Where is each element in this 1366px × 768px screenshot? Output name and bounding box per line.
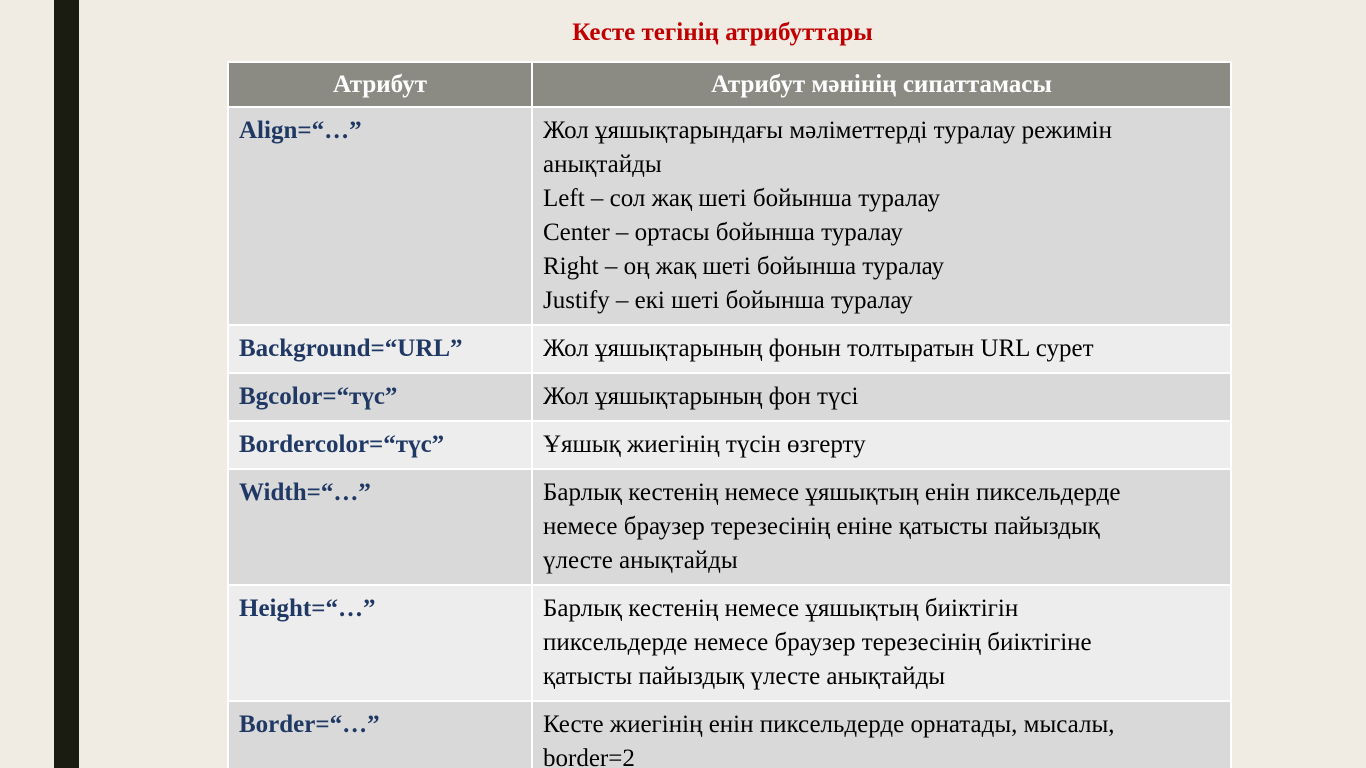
table-row-align (228, 107, 1231, 325)
attr-name: Bgcolor=“түс” (228, 373, 532, 421)
desc-line: Left – сол жақ шеті бойынша туралау (543, 185, 940, 212)
desc-line: пиксельдерде немесе браузер терезесінің биіктігіне (543, 629, 1092, 656)
attr-name: Border=“…” (228, 701, 532, 768)
desc-line: Кесте жиегінің енін пиксельдерде орнатады, мысалы, (543, 711, 1115, 738)
table-row-background (228, 325, 1231, 373)
attr-description (532, 469, 1231, 585)
slide-side-bar (54, 0, 79, 768)
attr-description (532, 373, 1231, 421)
attr-name: Bordercolor=“түс” (228, 421, 532, 469)
table-row-border (228, 701, 1231, 768)
header-description: Атрибут мәнінің сипаттамасы (532, 62, 1231, 107)
attr-name: Background=“URL” (228, 325, 532, 373)
desc-line: Жол ұяшықтарындағы мәліметтерді туралау режимін (543, 117, 1112, 144)
desc-line: Барлық кестенің немесе ұяшықтың биіктігін (543, 595, 1019, 622)
desc-line: Right – оң жақ шеті бойынша туралау (543, 253, 945, 280)
desc-line: анықтайды (543, 151, 662, 178)
attr-name: Height=“…” (228, 585, 532, 701)
slide-title: Кесте тегінің атрибуттары (572, 19, 873, 46)
desc-line: Жол ұяшықтарының фонын толтыратын URL сурет (543, 335, 1094, 362)
table-row-width (228, 469, 1231, 585)
desc-line: үлесте анықтайды (543, 547, 738, 574)
attr-name: Align=“…” (228, 107, 532, 325)
attr-description (532, 421, 1231, 469)
table-header-row (228, 62, 1231, 107)
table-row-height (228, 585, 1231, 701)
attr-description (532, 325, 1231, 373)
attr-description (532, 585, 1231, 701)
desc-line: Center – ортасы бойынша туралау (543, 219, 903, 246)
desc-line: Ұяшық жиегінің түсін өзгерту (543, 431, 866, 458)
desc-line: Justify – екі шеті бойынша туралау (543, 287, 913, 314)
table-row-bgcolor (228, 373, 1231, 421)
attr-name: Width=“…” (228, 469, 532, 585)
desc-line: қатысты пайыздық үлесте анықтайды (543, 663, 946, 690)
desc-line: border=2 (543, 745, 635, 768)
attributes-table (227, 61, 1232, 768)
attr-description (532, 701, 1231, 768)
attr-description (532, 107, 1231, 325)
desc-line: немесе браузер терезесінің еніне қатысты пайыздық (543, 513, 1100, 540)
desc-line: Барлық кестенің немесе ұяшықтың енін пиксельдерде (543, 479, 1121, 506)
table-row-bordercolor (228, 421, 1231, 469)
header-attribute: Атрибут (228, 62, 532, 107)
desc-line: Жол ұяшықтарының фон түсі (543, 383, 859, 410)
